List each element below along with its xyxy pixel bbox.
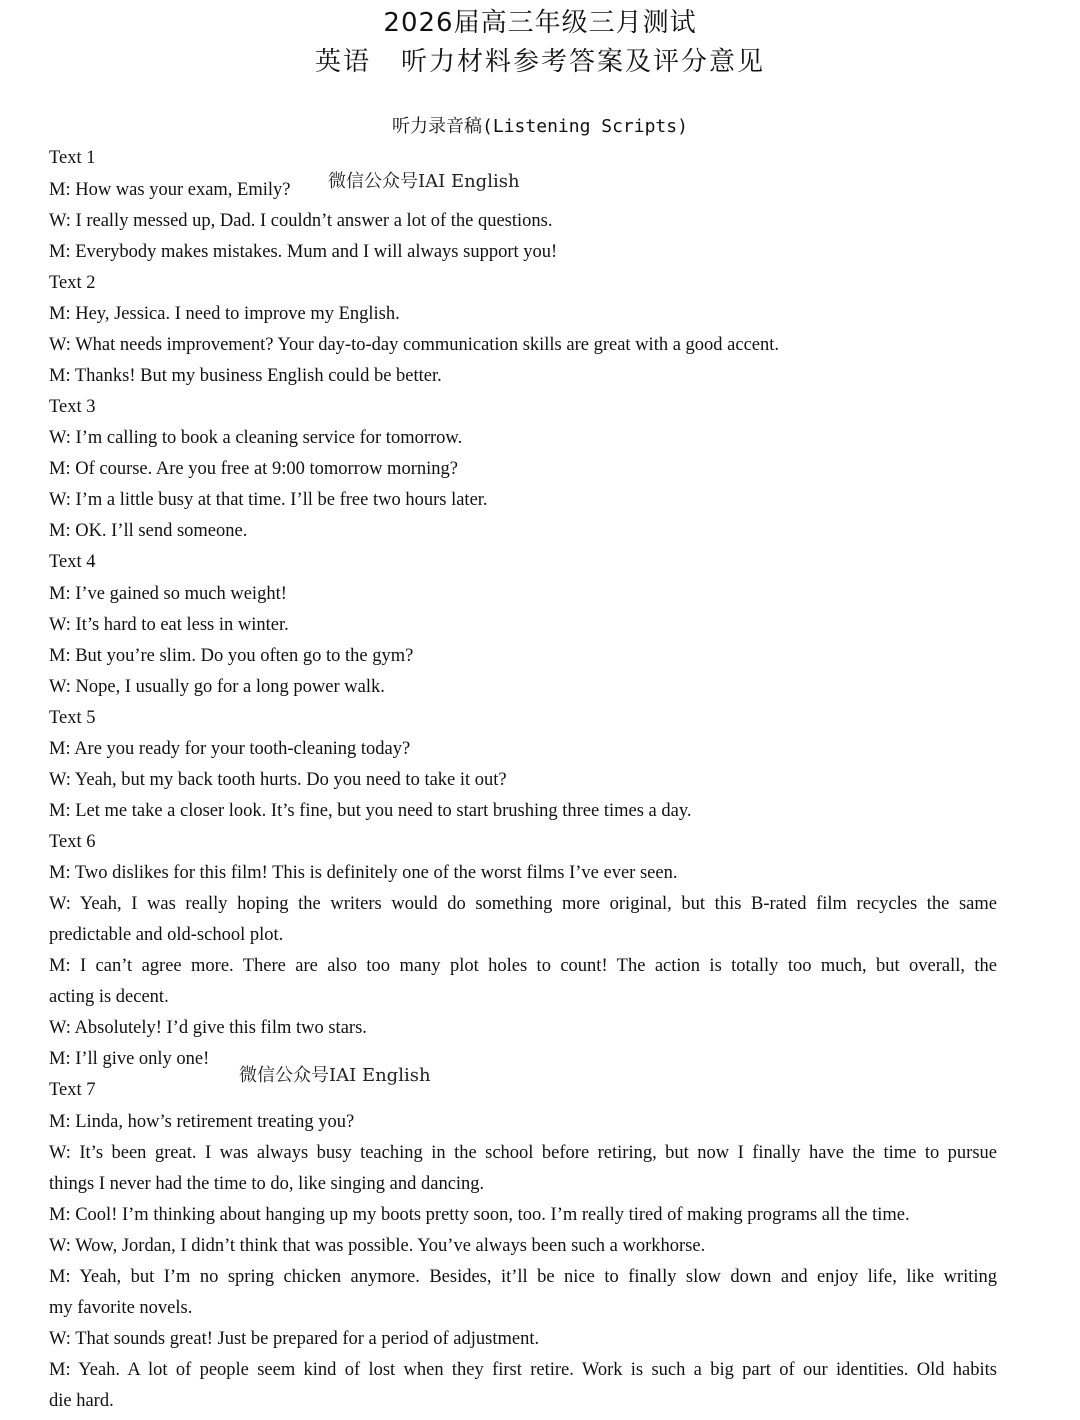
page-subtitle [0,44,1080,80]
dialogue-line: M: Thanks! But my business English could be better. [49,366,442,386]
text-heading: Text 6 [49,832,96,852]
dialogue-line: W: Absolutely! I’d give this film two stars. [49,1018,367,1038]
dialogue-line: W: Yeah, but my back tooth hurts. Do you need to take it out? [49,770,507,790]
dialogue-line: M: But you’re slim. Do you often go to the gym? [49,646,414,666]
dialogue-line: M: I’ve gained so much weight! [49,584,287,604]
dialogue-line: M: Yeah. A lot of people seem kind of lost when they first retire. Work is such a big part of our identities. Old habits [49,1360,997,1380]
text-heading: Text 2 [49,273,96,293]
watermark-bottom: 微信公众号IAI English [239,1065,431,1086]
dialogue-line: M: Yeah, but I’m no spring chicken anymore. Besides, it’ll be nice to finally slow down and enjoy life, like writing [49,1267,997,1287]
dialogue-line: M: Cool! I’m thinking about hanging up my boots pretty soon, too. I’m really tired of making programs all the time. [49,1205,910,1225]
dialogue-line: W: What needs improvement? Your day-to-day communication skills are great with a good accent. [49,335,780,355]
dialogue-line: W: It’s been great. I was always busy teaching in the school before retiring, but now I finally have the time to pursue [49,1143,997,1163]
dialogue-line: M: I’ll give only one! [49,1049,210,1069]
subtitle-label: 听力材料参考答案及评分意见 [401,47,766,77]
dialogue-line: W: Yeah, I was really hoping the writers would do something more original, but this B-rated film recycles the same [49,894,997,914]
page-title: 2026届高三年级三月测试 [383,8,697,38]
dialogue-line: M: Of course. Are you free at 9:00 tomorrow morning? [49,459,458,479]
dialogue-line: die hard. [49,1391,114,1411]
watermark-top: 微信公众号IAI English [328,171,520,192]
dialogue-line: M: OK. I’ll send someone. [49,521,248,541]
dialogue-line: W: That sounds great! Just be prepared for a period of adjustment. [49,1329,540,1349]
dialogue-line: M: How was your exam, Emily? [49,180,291,200]
dialogue-line: M: I can’t agree more. There are also too many plot holes to count! The action is totally too much, but overall, the [49,956,997,976]
dialogue-line: W: Nope, I usually go for a long power walk. [49,677,385,697]
dialogue-line: M: Hey, Jessica. I need to improve my English. [49,304,400,324]
dialogue-line: W: I’m calling to book a cleaning service for tomorrow. [49,428,463,448]
text-heading: Text 7 [49,1080,96,1100]
section-title: 听力录音稿(Listening Scripts) [392,116,688,137]
dialogue-line: things I never had the time to do, like singing and dancing. [49,1174,485,1194]
text-heading: Text 4 [49,552,96,572]
dialogue-line: predictable and old-school plot. [49,925,284,945]
dialogue-line: acting is decent. [49,987,169,1007]
subject-label: 英语 [314,47,371,77]
text-heading: Text 3 [49,397,96,417]
dialogue-line: W: It’s hard to eat less in winter. [49,615,289,635]
dialogue-line: M: Let me take a closer look. It’s fine, but you need to start brushing three times a day. [49,801,692,821]
dialogue-line: my favorite novels. [49,1298,193,1318]
dialogue-line: M: Two dislikes for this film! This is definitely one of the worst films I’ve ever seen. [49,863,678,883]
dialogue-line: M: Everybody makes mistakes. Mum and I will always support you! [49,242,558,262]
dialogue-line: M: Linda, how’s retirement treating you? [49,1112,355,1132]
dialogue-line: W: I’m a little busy at that time. I’ll be free two hours later. [49,490,488,510]
text-heading: Text 1 [49,148,96,168]
dialogue-line: W: I really messed up, Dad. I couldn’t answer a lot of the questions. [49,211,553,231]
text-heading: Text 5 [49,708,96,728]
dialogue-line: M: Are you ready for your tooth-cleaning today? [49,739,411,759]
dialogue-line: W: Wow, Jordan, I didn’t think that was possible. You’ve always been such a workhorse. [49,1236,706,1256]
